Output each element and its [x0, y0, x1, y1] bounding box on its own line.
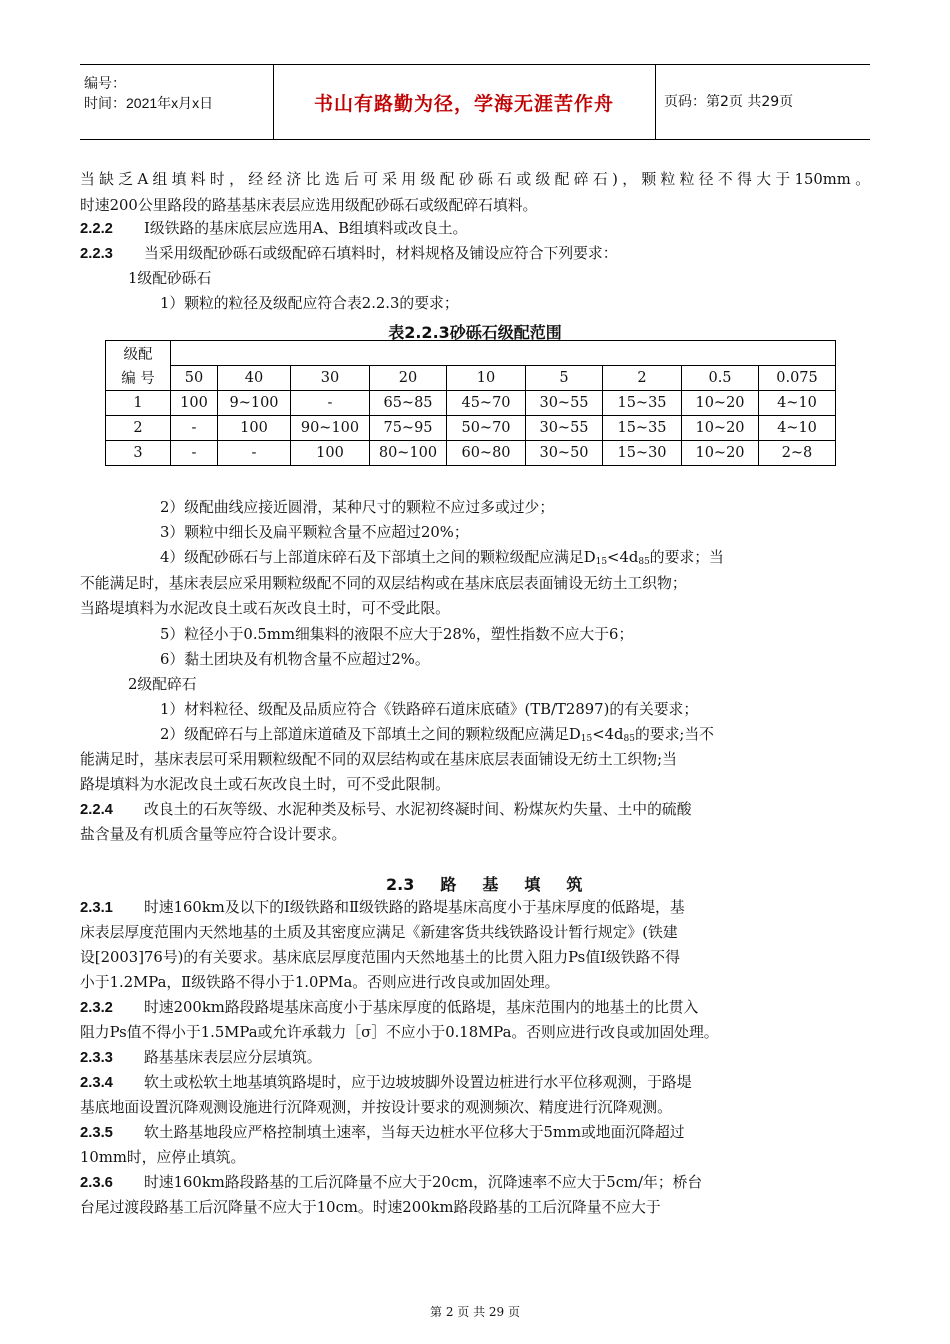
clause-2-3-6 [80, 1173, 702, 1193]
text-segment: 4）级配砂砾石与上部道床碎石及下部填土之间的颗粒级配应满足D [160, 549, 596, 566]
table-cell: 100 [291, 441, 370, 466]
table-cell: 100 [171, 391, 218, 416]
table-cell: 4~10 [759, 416, 836, 441]
clause-text: 当采用级配砂砾石或级配碎石填料时，材料规格及铺设应符合下列要求： [144, 245, 618, 262]
table-caption: 表2.2.3砂砾石级配范围 [388, 323, 562, 342]
table-row-id: 2 [106, 416, 171, 441]
clause-2-3-2 [80, 998, 698, 1018]
clause-text: 时速160km路段路基的工后沉降量不应大于20cm，沉降速率不应大于5cm/年；桥台 [144, 1174, 703, 1191]
section-heading [386, 872, 608, 895]
paragraph-line: 台尾过渡段路基工后沉降量不应大于10cm。时速200km路段路基的工后沉降量不应大于 [80, 1199, 661, 1216]
clause-text: Ⅰ级铁路的基床底层应选用A、B组填料或改良土。 [144, 220, 468, 237]
clause-number: 2.3.4 [80, 1075, 113, 1091]
clause-2-3-4 [80, 1073, 692, 1093]
clause-number: 2.2.3 [80, 246, 113, 262]
table-cell: 10~20 [682, 441, 759, 466]
text-segment: <4d [592, 726, 624, 743]
text-segment: <4d [607, 549, 639, 566]
paragraph-line: 床表层厚度范围内天然地基的土质及其密度应满足《新建客货共线铁路设计暂行规定》(铁建 [80, 924, 678, 941]
table-cell: 10~20 [682, 416, 759, 441]
table-row-id: 1 [106, 391, 171, 416]
table-cell: 4~10 [759, 391, 836, 416]
table-size-cell: 30 [291, 366, 370, 391]
table-head-cell [171, 341, 836, 366]
table-row [106, 416, 836, 441]
paragraph-line: 设[2003]76号)的有关要求。基床底层厚度范围内天然地基土的比贯入阻力Ps值Ⅰ级铁路不得 [80, 949, 680, 966]
table-cell: 15~30 [603, 441, 682, 466]
text-segment: 的要求;当不 [635, 726, 714, 743]
clause-2-2-2 [80, 219, 467, 239]
section-number: 2.3 [386, 875, 415, 894]
table-cell: 30~55 [526, 416, 603, 441]
table-cell: 30~50 [526, 441, 603, 466]
subscript: 85 [638, 557, 650, 567]
paragraph-line: 当缺乏A组填料时，经经济比选后可采用级配砂砾石或级配碎石)，颗粒粒径不得大于150mm。 [80, 171, 870, 188]
subscript: 85 [623, 734, 635, 744]
paragraph-line: 路堤填料为水泥改良土或石灰改良土时，可不受此限制。 [80, 776, 450, 793]
paragraph-line: 基底地面设置沉降观测设施进行沉降观测，并按设计要求的观测频次、精度进行沉降观测。 [80, 1099, 672, 1116]
table-cell: - [171, 441, 218, 466]
table-row-id: 3 [106, 441, 171, 466]
paragraph-line: 小于1.2MPa，Ⅱ级铁路不得小于1.0PMa。否则应进行改良或加固处理。 [80, 974, 560, 991]
list-item: 1）材料粒径、级配及品质应符合《铁路碎石道床底碴》(TB/T2897)的有关要求； [160, 701, 699, 718]
header-divider [655, 65, 656, 139]
list-item [160, 725, 714, 749]
paragraph-line: 时速200公里路段的路基基床表层应选用级配砂砾石或级配碎石填料。 [80, 197, 538, 214]
table-size-cell: 10 [447, 366, 526, 391]
table-cell: 100 [218, 416, 291, 441]
paragraph-line: 当路堤填料为水泥改良土或石灰改良土时，可不受此限。 [80, 600, 450, 617]
table-head-cell: 编 号 [106, 366, 171, 391]
paragraph-line: 能满足时，基床表层可采用颗粒级配不同的双层结构或在基床底层表面铺设无纺土工织物;当 [80, 751, 677, 768]
paragraph-line: 阻力Ps值不得小于1.5MPa或允许承载力［σ］不应小于0.18MPa。否则应进行改良或加固处理。 [80, 1024, 719, 1041]
table-size-cell: 5 [526, 366, 603, 391]
clause-2-3-5 [80, 1123, 685, 1143]
table-header-row [106, 366, 836, 391]
subscript: 15 [580, 734, 593, 744]
table-size-cell: 20 [370, 366, 447, 391]
clause-number: 2.3.5 [80, 1125, 113, 1141]
table-cell: 45~70 [447, 391, 526, 416]
table-cell: 30~55 [526, 391, 603, 416]
clause-number: 2.3.1 [80, 900, 113, 916]
clause-text: 路基基床表层应分层填筑。 [144, 1049, 322, 1066]
clause-text: 时速200km路段路堤基床高度小于基床厚度的低路堤，基床范围内的地基土的比贯入 [144, 999, 699, 1016]
list-item [160, 548, 724, 572]
table-cell: 50~70 [447, 416, 526, 441]
clause-2-3-3 [80, 1048, 322, 1068]
table-head-cell: 级配 [106, 341, 171, 366]
list-item: 6）黏土团块及有机物含量不应超过2%。 [160, 651, 430, 668]
subheading: 1级配砂砾石 [128, 270, 212, 287]
table-row [106, 441, 836, 466]
subheading: 2级配碎石 [128, 676, 197, 693]
table-cell: 15~35 [603, 416, 682, 441]
paragraph-line: 不能满足时，基床表层应采用颗粒级配不同的双层结构或在基床底层表面铺设无纺土工织物； [80, 575, 687, 592]
page-footer: 第 2 页 共 29 页 [430, 1305, 520, 1319]
section-title-char: 路 [440, 875, 457, 894]
table-cell: - [171, 416, 218, 441]
table-cell: 65~85 [370, 391, 447, 416]
table-size-cell: 50 [171, 366, 218, 391]
clause-number: 2.2.2 [80, 221, 113, 237]
clause-number: 2.3.6 [80, 1175, 113, 1191]
header-info [84, 73, 213, 113]
clause-text: 改良土的石灰等级、水泥种类及标号、水泥初终凝时间、粉煤灰灼失量、土中的硫酸 [144, 801, 692, 818]
clause-2-3-1 [80, 898, 685, 918]
section-title-char: 筑 [566, 875, 583, 894]
table-cell: 80~100 [370, 441, 447, 466]
table-size-cell: 2 [603, 366, 682, 391]
table-row [106, 391, 836, 416]
list-item: 3）颗粒中细长及扁平颗粒含量不应超过20%； [160, 524, 469, 541]
table-cell: - [291, 391, 370, 416]
table-size-cell: 40 [218, 366, 291, 391]
section-title-char: 填 [524, 875, 541, 894]
table-cell: 60~80 [447, 441, 526, 466]
table-cell: 90~100 [291, 416, 370, 441]
date-label: 时间：2021年x月x日 [84, 95, 214, 111]
table-header-row [106, 341, 836, 366]
table-cell: 10~20 [682, 391, 759, 416]
clause-text: 时速160km及以下的Ⅰ级铁路和Ⅱ级铁路的路堤基床高度小于基床厚度的低路堤，基 [144, 899, 685, 916]
header-page-label: 页码：第2页 共29页 [664, 94, 794, 110]
subscript: 15 [595, 557, 608, 567]
clause-2-2-3 [80, 244, 618, 264]
table-size-cell: 0.075 [759, 366, 836, 391]
section-title-char: 基 [482, 875, 499, 894]
table-cell: 2~8 [759, 441, 836, 466]
clause-number: 2.2.4 [80, 802, 113, 818]
list-item: 1）颗粒的粒径及级配应符合表2.2.3的要求； [160, 295, 459, 312]
clause-text: 软土路基地段应严格控制填土速率，当每天边桩水平位移大于5mm或地面沉降超过 [144, 1124, 685, 1141]
text-segment: 的要求；当 [649, 549, 724, 566]
paragraph-line: 盐含量及有机质含量等应符合设计要求。 [80, 826, 347, 843]
header-motto: 书山有路勤为径，学海无涯苦作舟 [313, 93, 614, 115]
page-header [80, 64, 870, 140]
table-cell: 75~95 [370, 416, 447, 441]
list-item: 5）粒径小于0.5mm细集料的液限不应大于28%，塑性指数不应大于6； [160, 626, 634, 643]
grading-table [105, 340, 836, 466]
paragraph-line: 10mm时，应停止填筑。 [80, 1149, 246, 1166]
table-size-cell: 0.5 [682, 366, 759, 391]
clause-number: 2.3.3 [80, 1050, 113, 1066]
list-item: 2）级配曲线应接近圆滑，某种尺寸的颗粒不应过多或过少； [160, 499, 555, 516]
clause-number: 2.3.2 [80, 1000, 113, 1016]
clause-2-2-4 [80, 800, 692, 820]
number-label: 编号： [84, 75, 126, 91]
clause-text: 软土或松软土地基填筑路堤时，应于边坡坡脚外设置边桩进行水平位移观测，于路堤 [144, 1074, 692, 1091]
text-segment: 2）级配碎石与上部道床道碴及下部填土之间的颗粒级配应满足D [160, 726, 581, 743]
table-cell: 15~35 [603, 391, 682, 416]
table-cell: 9~100 [218, 391, 291, 416]
table-cell: - [218, 441, 291, 466]
